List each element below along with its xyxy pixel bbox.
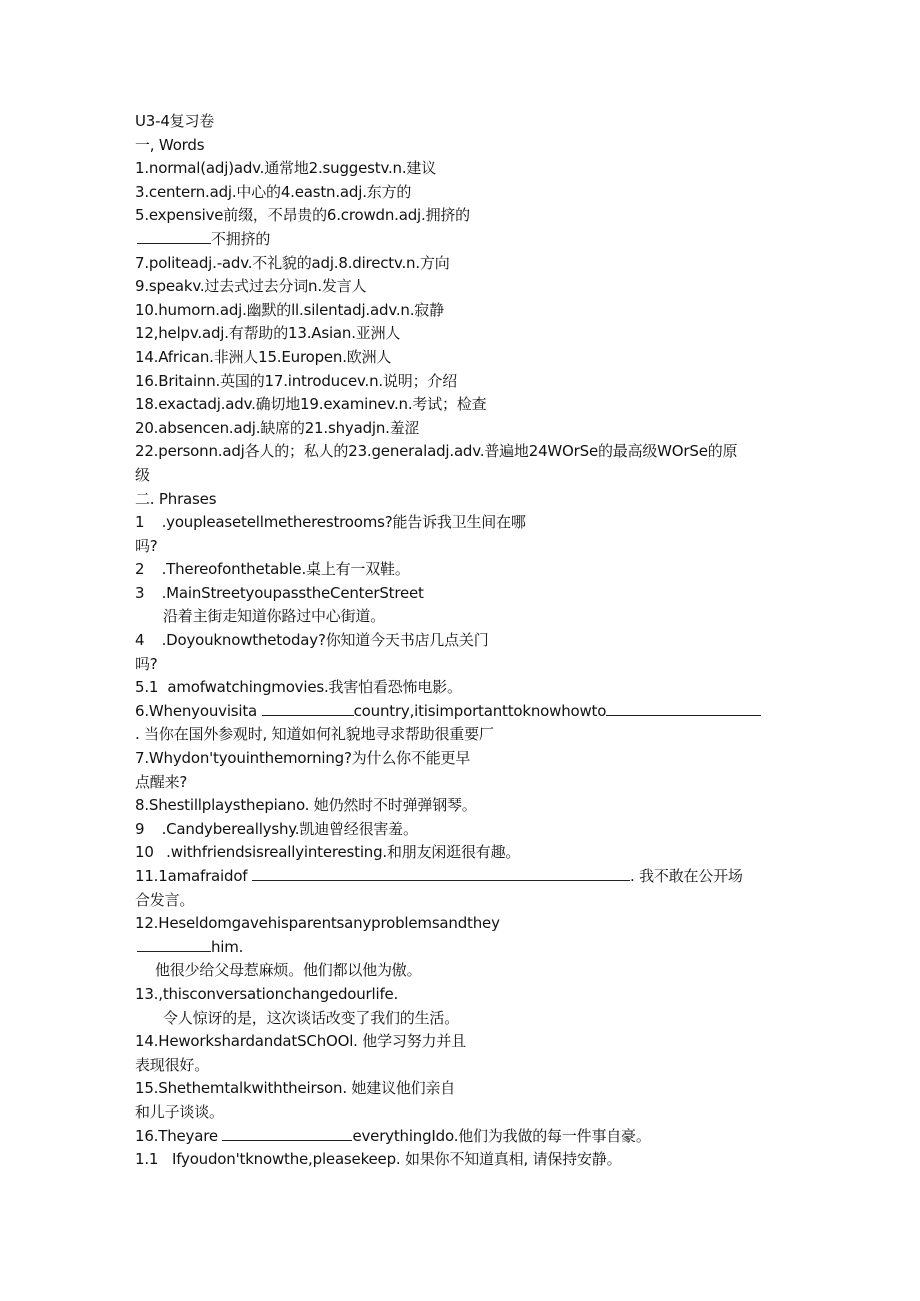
answer-blank[interactable] xyxy=(252,865,630,881)
phrase-number: 9 xyxy=(135,819,145,838)
phrase-line: 吗? xyxy=(135,536,158,555)
phrase-line xyxy=(135,558,795,582)
word-text: 不拥挤的 xyxy=(211,229,271,248)
word-line: 9.speakv.过去式过去分词n.发言人 xyxy=(135,277,367,296)
phrase-text: 16.Theyare xyxy=(135,1126,218,1145)
phrase-line: 令人惊讶的是，这次谈话改变了我们的生活。 xyxy=(163,1008,460,1027)
phrase-line: 吗? xyxy=(135,654,158,673)
phrase-line: 8.Shestillplaysthepiano. 她仍然时不时弹弹钢琴。 xyxy=(135,796,477,815)
phrase-text: 11.1amafraidof xyxy=(135,867,248,885)
worksheet-page xyxy=(135,110,795,1172)
word-line: 5.expensive前缀，不昂贵的6.crowdn.adj.拥挤的 xyxy=(135,206,470,225)
phrase-line: 他很少给父母惹麻烦。他们都以他为傲。 xyxy=(155,961,422,980)
word-line: 20.absencen.adj.缺席的21.shyadjn.羞涩 xyxy=(135,418,420,437)
phrase-line xyxy=(135,936,795,960)
phrase-text: him. xyxy=(211,937,244,956)
section-phrases-heading: 二. Phrases xyxy=(135,489,217,508)
phrase-line xyxy=(135,818,795,842)
section-words-heading: 一, Words xyxy=(135,135,205,154)
answer-blank[interactable] xyxy=(137,228,211,244)
phrase-line xyxy=(135,1125,795,1149)
phrase-line: 和儿子谈谈。 xyxy=(135,1102,224,1121)
phrase-line: 沿着主街走知道你路过中心街道。 xyxy=(163,607,386,626)
word-line: 16.Britainn.英国的17.introducev.n.说明；介绍 xyxy=(135,371,457,390)
phrase-text: .Candybereallyshy.凯迪曾经很害羞。 xyxy=(161,819,418,838)
phrase-text: country,itisimportanttoknowhowto xyxy=(353,701,607,720)
word-line: 级 xyxy=(135,465,150,484)
phrase-line xyxy=(135,511,795,535)
phrase-text: .MainStreetyoupasstheCenterStreet xyxy=(161,583,424,602)
phrase-line xyxy=(135,1148,795,1172)
answer-blank[interactable] xyxy=(606,700,761,716)
answer-blank[interactable] xyxy=(222,1125,352,1141)
word-line: 22.personn.adj各人的；私人的23.generaladj.adv.普遍地24WOrSe的最高级WOrSe的原 xyxy=(135,442,738,461)
phrase-line xyxy=(135,676,795,700)
phrase-line: 14.HeworkshardandatSChOOl. 他学习努力并且 xyxy=(135,1032,466,1051)
phrase-number: 10 xyxy=(135,843,154,862)
word-line: 12,helpv.adj.有帮助的13.Asian.亚洲人 xyxy=(135,324,401,343)
phrase-text: Ifyoudon'tknowthe,pleasekeep. 如果你不知道真相, 请保持安静。 xyxy=(171,1150,622,1169)
phrase-number: 2 xyxy=(135,560,145,579)
phrase-line xyxy=(135,700,795,724)
phrase-line: 13.,thisconversationchangedourlife. xyxy=(135,984,399,1003)
phrase-number: 1.1 xyxy=(135,1150,159,1169)
word-line: 3.centern.adj.中心的4.eastn.adj.东方的 xyxy=(135,182,412,201)
phrase-line xyxy=(135,841,795,865)
phrase-line xyxy=(135,629,795,653)
word-line: 10.humorn.adj.幽默的ll.silentadj.adv.n.寂静 xyxy=(135,300,444,319)
phrase-line: 7.Whydon'tyouinthemorning?为什么你不能更早 xyxy=(135,749,471,768)
phrase-text: .youpleasetellmetherestrooms?能告诉我卫生间在哪 xyxy=(161,513,526,532)
word-line xyxy=(135,228,795,252)
word-line: 18.exactadj.adv.确切地19.examinev.n.考试；检查 xyxy=(135,395,487,414)
answer-blank[interactable] xyxy=(262,700,354,716)
phrase-line: 合发言。 xyxy=(135,890,195,909)
phrase-text: everythingIdo.他们为我做的每一件事自豪。 xyxy=(352,1126,651,1145)
phrase-line xyxy=(135,582,795,606)
phrase-text: . 我不敢在公开场 xyxy=(629,867,743,885)
word-line: 14.African.非洲人15.Europen.欧洲人 xyxy=(135,347,392,366)
phrase-number: 5.1 xyxy=(135,678,159,697)
phrase-text: 6.Whenyouvisita xyxy=(135,701,258,720)
phrase-line: 表现很好。 xyxy=(135,1055,210,1074)
phrase-line: 15.Shethemtalkwiththeirson. 她建议他们亲自 xyxy=(135,1079,456,1098)
phrase-text: .Thereofonthetable.桌上有一双鞋。 xyxy=(161,560,410,579)
phrase-number: 4 xyxy=(135,631,145,650)
phrase-text: .Doyouknowthetoday?你知道今天书店几点关门 xyxy=(161,631,489,650)
phrase-line: . 当你在国外参观时, 知道如何礼貌地寻求帮助很重要厂 xyxy=(135,725,494,744)
phrase-number: 1 xyxy=(135,513,145,532)
phrase-line xyxy=(135,865,795,889)
phrase-text: .withfriendsisreallyinteresting.和朋友闲逛很有趣。 xyxy=(166,843,521,862)
phrase-number: 3 xyxy=(135,583,145,602)
phrase-line: 点醒来? xyxy=(135,772,188,791)
phrase-line: 12.Heseldomgavehisparentsanyproblemsandthey xyxy=(135,914,500,933)
answer-blank[interactable] xyxy=(137,936,211,952)
word-line: 7.politeadj.-adv.不礼貌的adj.8.directv.n.方向 xyxy=(135,253,450,272)
worksheet-title: U3-4复习卷 xyxy=(135,112,215,130)
phrase-text: amofwatchingmovies.我害怕看恐怖电影。 xyxy=(167,678,462,697)
word-line: 1.normal(adj)adv.通常地2.suggestv.n.建议 xyxy=(135,159,437,178)
